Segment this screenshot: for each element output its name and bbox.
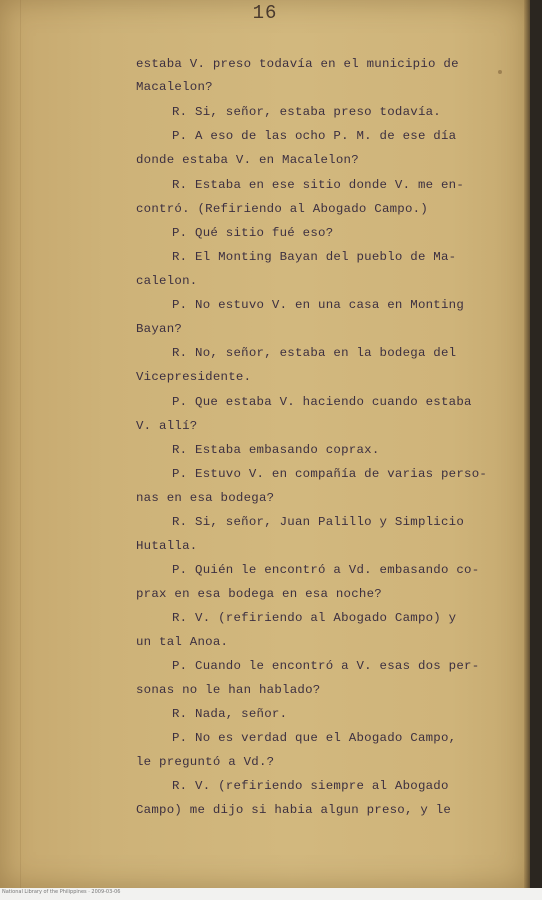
- text-line: P. A eso de las ocho P. M. de ese día: [172, 129, 457, 143]
- text-line: Vicepresidente.: [136, 370, 252, 384]
- footer-bar: [0, 888, 542, 900]
- text-line: P. Qué sitio fué eso?: [172, 226, 334, 240]
- text-line: Hutalla.: [136, 539, 198, 553]
- text-line: calelon.: [136, 274, 198, 288]
- page-fold-line: [20, 0, 21, 888]
- text-line: donde estaba V. en Macalelon?: [136, 153, 359, 167]
- text-line: un tal Anoa.: [136, 635, 229, 649]
- text-line: P. Que estaba V. haciendo cuando estaba: [172, 395, 472, 409]
- text-line: P. No es verdad que el Abogado Campo,: [172, 731, 457, 745]
- text-line: P. No estuvo V. en una casa en Monting: [172, 298, 465, 312]
- text-line: contró. (Refiriendo al Abogado Campo.): [136, 202, 429, 216]
- text-line: R. Estaba embasando coprax.: [172, 443, 380, 457]
- text-line: R. V. (refiriendo al Abogado Campo) y: [172, 611, 457, 625]
- text-line: Campo) me dijo si habia algun preso, y le: [136, 803, 452, 817]
- text-line: le preguntó a Vd.?: [136, 755, 275, 769]
- page-number: 16: [252, 2, 278, 24]
- text-line: R. No, señor, estaba en la bodega del: [172, 346, 457, 360]
- text-line: R. Estaba en ese sitio donde V. me en-: [172, 178, 465, 192]
- text-line: R. El Monting Bayan del pueblo de Ma-: [172, 250, 457, 264]
- text-line: Bayan?: [136, 322, 183, 336]
- text-line: nas en esa bodega?: [136, 491, 275, 505]
- text-line: R. V. (refiriendo siempre al Abogado: [172, 779, 449, 793]
- text-line: V. allí?: [136, 419, 198, 433]
- text-line: P. Cuando le encontró a V. esas dos per-: [172, 659, 480, 673]
- text-line: prax en esa bodega en esa noche?: [136, 587, 382, 601]
- text-line: R. Nada, señor.: [172, 707, 288, 721]
- text-line: R. Si, señor, Juan Palillo y Simplicio: [172, 515, 465, 529]
- text-line: P. Quién le encontró a Vd. embasando co-: [172, 563, 480, 577]
- text-line: P. Estuvo V. en compañía de varias perso-: [172, 467, 488, 481]
- footer-credit: National Library of the Philippines · 2009-03-06: [2, 889, 121, 895]
- text-line: Macalelon?: [136, 80, 213, 94]
- text-line: estaba V. preso todavía en el municipio de: [136, 57, 459, 71]
- text-line: sonas no le han hablado?: [136, 683, 321, 697]
- text-line: R. Si, señor, estaba preso todavía.: [172, 105, 441, 119]
- paper-speck: [498, 70, 502, 74]
